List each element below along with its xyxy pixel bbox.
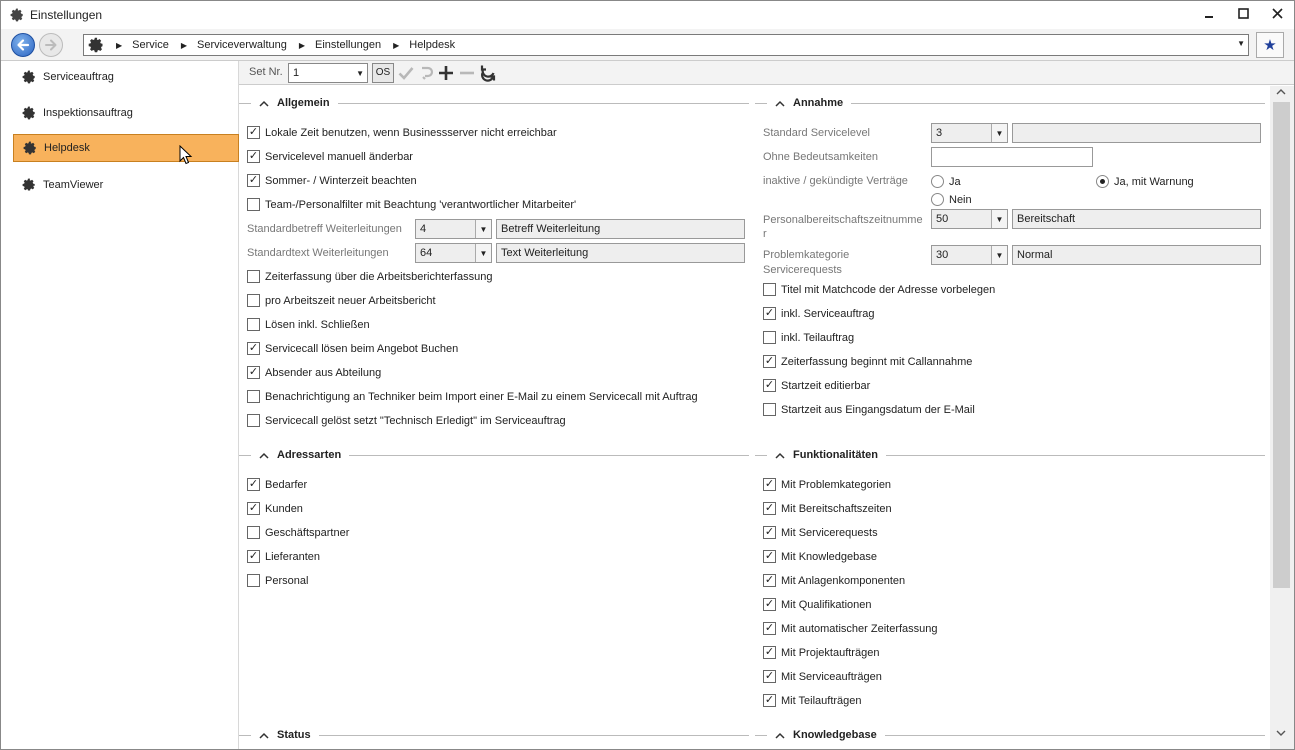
checkbox-box[interactable]: [247, 270, 260, 283]
breadcrumb-item-service[interactable]: Service: [132, 39, 169, 51]
problemkategorie-label-cont: Servicerequests: [763, 264, 842, 276]
checkbox-box[interactable]: ✓: [248, 550, 259, 562]
checkbox-label: pro Arbeitszeit neuer Arbeitsbericht: [265, 294, 436, 307]
checkbox-label: Absender aus Abteilung: [265, 366, 382, 379]
checkbox-label: Servicelevel manuell änderbar: [265, 150, 413, 163]
checkbox-box[interactable]: ✓: [764, 694, 775, 706]
checkbox-label: Mit Knowledgebase: [781, 550, 878, 563]
checkbox-label: Mit Qualifikationen: [781, 598, 872, 611]
chevron-down-icon: ▼: [356, 69, 364, 78]
checkbox-box[interactable]: ✓: [248, 502, 259, 514]
checkbox-box[interactable]: ✓: [764, 646, 775, 658]
problemkategorie-text-value: Normal: [1017, 249, 1053, 261]
sidebar: [1, 61, 239, 749]
checkbox-box[interactable]: ✓: [764, 574, 775, 586]
personalbereitschaft-label-cont: r: [763, 228, 767, 240]
checkbox-box[interactable]: ✓: [248, 126, 259, 138]
checkbox-box[interactable]: [763, 331, 776, 344]
checkbox-qualifikationen[interactable]: [763, 598, 872, 611]
forward-button[interactable]: [39, 33, 63, 57]
checkbox-box[interactable]: ✓: [764, 355, 775, 367]
checkbox-geschaeftspartner[interactable]: [247, 526, 349, 539]
checkbox-label: Servicecall gelöst setzt "Technisch Erledigt" im Serviceauftrag: [265, 414, 566, 427]
chevron-down-icon: ▼: [475, 220, 491, 238]
section-title: Annahme: [793, 97, 844, 109]
os-button[interactable]: OS: [372, 63, 394, 83]
checkbox-startzeit-editierbar[interactable]: [763, 379, 870, 392]
checkbox-problemkategorien[interactable]: [763, 478, 891, 491]
betreff-weiterleitungen-text: [496, 219, 745, 239]
section-header-annahme[interactable]: [755, 96, 1265, 110]
vertraege-label: inaktive / gekündigte Verträge: [763, 175, 908, 187]
sidebar-item-helpdesk[interactable]: [13, 134, 239, 162]
checkbox-label: Mit Problemkategorien: [781, 478, 892, 491]
sidebar-item-label: Inspektionsauftrag: [43, 107, 133, 119]
standard-servicelevel-label: Standard Servicelevel: [763, 127, 871, 139]
problemkategorie-text: [1012, 245, 1261, 265]
checkbox-automatische-zeiterfassung[interactable]: [763, 622, 938, 635]
checkbox-teamfilter[interactable]: [247, 198, 576, 211]
section-title: Allgemein: [277, 97, 330, 109]
ohne-bedeutsamkeiten-input[interactable]: [931, 147, 1093, 167]
chevron-up-icon[interactable]: [259, 732, 271, 739]
text-value: 64: [420, 247, 433, 259]
checkbox-inkl-teilauftrag[interactable]: [763, 331, 854, 344]
gear-icon: [88, 37, 104, 53]
star-icon: ★: [1263, 37, 1277, 54]
checkbox-box[interactable]: [247, 414, 260, 427]
arrow-left-icon: [16, 38, 30, 52]
text-weiterleitungen-label: Standardtext Weiterleitungen: [247, 247, 389, 259]
checkbox-label: Mit automatischer Zeiterfassung: [781, 622, 938, 635]
checkbox-label: Mit Servicerequests: [781, 526, 878, 539]
checkbox-bereitschaftszeiten[interactable]: [763, 502, 892, 515]
breadcrumb-arrow-icon: ▶: [298, 40, 306, 50]
breadcrumb-item-helpdesk[interactable]: Helpdesk: [409, 39, 456, 51]
checkbox-label: Team-/Personalfilter mit Beachtung 'verantwortlicher Mitarbeiter': [265, 198, 577, 211]
close-button[interactable]: [1260, 1, 1294, 25]
chevron-down-icon: ▼: [991, 246, 1007, 264]
betreff-value: 4: [420, 223, 427, 235]
text-text: Text Weiterleitung: [501, 247, 589, 259]
section-header-knowledgebase[interactable]: [755, 728, 1265, 742]
checkbox-box[interactable]: ✓: [248, 150, 259, 162]
back-button[interactable]: [11, 33, 35, 57]
chevron-up-icon[interactable]: [259, 100, 271, 107]
chevron-down-icon: ▼: [991, 124, 1007, 142]
checkbox-box[interactable]: [247, 390, 260, 403]
section-header-allgemein[interactable]: [239, 96, 749, 110]
checkbox-box[interactable]: ✓: [764, 550, 775, 562]
gear-icon: [21, 177, 37, 193]
breadcrumb-arrow-icon: ▶: [180, 40, 187, 50]
chevron-down-icon: ▼: [475, 244, 491, 262]
checkbox-label: Startzeit aus Eingangsdatum der E-Mail: [781, 403, 975, 416]
checkbox-label: Zeiterfassung über die Arbeitsberichterfassung: [265, 270, 493, 283]
checkbox-box[interactable]: ✓: [764, 670, 775, 682]
checkbox-label: Bedarfer: [265, 478, 308, 491]
checkbox-personal[interactable]: [247, 574, 308, 587]
favorite-star-button[interactable]: [1256, 32, 1284, 58]
checkbox-box[interactable]: [763, 283, 776, 296]
checkbox-zeiterfassung[interactable]: [247, 270, 492, 283]
checkbox-label: Sommer- / Winterzeit beachten: [265, 174, 417, 187]
sidebar-item-label: Helpdesk: [44, 142, 90, 154]
standard-servicelevel-text: [1012, 123, 1261, 143]
checkbox-kunden[interactable]: [247, 502, 303, 515]
toolbar: [239, 61, 1294, 85]
checkbox-benachrichtigung[interactable]: [247, 390, 698, 403]
text-weiterleitungen-select[interactable]: [415, 243, 492, 263]
standard-servicelevel-select[interactable]: [931, 123, 1008, 143]
checkbox-bedarfer[interactable]: [247, 478, 307, 491]
checkbox-label: Lösen inkl. Schließen: [265, 318, 370, 331]
minimize-button[interactable]: [1192, 1, 1226, 25]
checkbox-box[interactable]: ✓: [764, 622, 775, 634]
checkbox-label: Titel mit Matchcode der Adresse vorbelegen: [781, 283, 996, 296]
add-icon[interactable]: [436, 63, 456, 83]
section-header-status[interactable]: [239, 728, 749, 742]
checkbox-box[interactable]: ✓: [764, 598, 775, 610]
checkbox-box[interactable]: ✓: [248, 366, 259, 378]
personalbereitschaft-label: Personalbereitschaftszeitnumme: [763, 214, 923, 226]
problemkategorie-select[interactable]: [931, 245, 1008, 265]
chevron-up-icon[interactable]: [775, 732, 787, 739]
text-weiterleitungen-text: [496, 243, 745, 263]
checkbox-box[interactable]: ✓: [764, 526, 775, 538]
checkbox-label: Kunden: [265, 502, 303, 515]
checkbox-box[interactable]: ✓: [248, 478, 259, 490]
section-title: Funktionalitäten: [793, 449, 878, 461]
section-title: Knowledgebase: [793, 729, 877, 741]
checkbox-box[interactable]: ✓: [764, 502, 775, 514]
gear-icon: [21, 105, 37, 121]
checkbox-label: Mit Serviceaufträgen: [781, 670, 882, 683]
checkbox-box[interactable]: [247, 318, 260, 331]
gear-icon: [21, 69, 37, 85]
checkbox-projektauftraege[interactable]: [763, 646, 879, 659]
vertical-scrollbar[interactable]: [1270, 86, 1294, 749]
window-title: Einstellungen: [30, 8, 103, 22]
checkbox-box[interactable]: [247, 526, 260, 539]
set-number-label: Set Nr.: [249, 66, 283, 78]
section-header-funktionalitaeten[interactable]: [755, 448, 1265, 462]
checkbox-label: Personal: [265, 574, 309, 587]
checkbox-box[interactable]: [763, 403, 776, 416]
settings-content: [239, 86, 1269, 749]
chevron-up-icon[interactable]: [259, 452, 271, 459]
checkbox-zeiterfassung-callannahme[interactable]: [763, 355, 972, 368]
betreff-weiterleitungen-select[interactable]: [415, 219, 492, 239]
checkbox-label: Mit Teilaufträgen: [781, 694, 862, 707]
checkmark-icon[interactable]: [396, 63, 416, 83]
checkbox-label: Lieferanten: [265, 550, 321, 563]
radio-nein[interactable]: [931, 193, 972, 206]
servicelevel-value: 3: [936, 127, 943, 139]
chevron-up-icon[interactable]: [775, 100, 787, 107]
radio-circle[interactable]: [1096, 175, 1109, 188]
checkbox-titel-matchcode[interactable]: [763, 283, 995, 296]
checkbox-lieferanten[interactable]: [247, 550, 320, 563]
personalbereitschaft-text-value: Bereitschaft: [1017, 213, 1076, 225]
set-number-select[interactable]: [288, 63, 368, 83]
checkbox-teilauftraege[interactable]: [763, 694, 862, 707]
checkbox-label: Geschäftspartner: [265, 526, 350, 539]
radio-label: Ja, mit Warnung: [1114, 175, 1194, 188]
sidebar-item-label: TeamViewer: [43, 179, 104, 191]
personalbereitschaft-select[interactable]: [931, 209, 1008, 229]
navigation-bar: [1, 29, 1294, 61]
remove-icon[interactable]: [457, 63, 477, 83]
radio-ja-mit-warnung[interactable]: [1096, 175, 1194, 188]
breadcrumb-arrow-icon: ▶: [393, 40, 400, 50]
problemkategorie-value: 30: [936, 249, 949, 261]
checkbox-inkl-serviceauftrag[interactable]: [763, 307, 875, 320]
gear-icon: [22, 140, 38, 156]
checkbox-servicecall-angebot[interactable]: [247, 342, 458, 355]
checkbox-arbeitszeit[interactable]: [247, 294, 436, 307]
problemkategorie-label: Problemkategorie: [763, 249, 850, 261]
checkbox-box[interactable]: ✓: [248, 342, 259, 354]
sidebar-item-inspektionsauftrag[interactable]: [13, 99, 239, 127]
checkbox-box[interactable]: [247, 294, 260, 307]
undo-icon[interactable]: [416, 63, 436, 83]
checkbox-box[interactable]: [247, 574, 260, 587]
radio-ja[interactable]: [931, 175, 961, 188]
scroll-up-icon[interactable]: [1274, 88, 1288, 100]
chevron-up-icon[interactable]: [775, 452, 787, 459]
checkbox-label: Mit Bereitschaftszeiten: [781, 502, 892, 515]
checkbox-anlagenkomponenten[interactable]: [763, 574, 905, 587]
checkbox-label: Mit Anlagenkomponenten: [781, 574, 906, 587]
checkbox-technisch-erledigt[interactable]: [247, 414, 566, 427]
checkbox-label: Mit Projektaufträgen: [781, 646, 880, 659]
checkbox-box[interactable]: ✓: [764, 307, 775, 319]
checkbox-startzeit-eingang[interactable]: [763, 403, 975, 416]
radio-circle[interactable]: [931, 175, 944, 188]
section-title: Status: [277, 729, 311, 741]
scroll-down-icon[interactable]: [1274, 730, 1288, 742]
checkbox-loesen[interactable]: [247, 318, 370, 331]
radio-label: Ja: [949, 175, 961, 188]
sidebar-item-teamviewer[interactable]: [13, 171, 239, 199]
checkbox-box[interactable]: ✓: [248, 174, 259, 186]
checkbox-label: Lokale Zeit benutzen, wenn Businessserver nicht erreichbar: [265, 126, 557, 139]
scrollbar-thumb[interactable]: [1273, 102, 1290, 588]
checkbox-box[interactable]: ✓: [764, 379, 775, 391]
arrow-right-icon: [44, 38, 58, 52]
set-number-value: 1: [293, 67, 300, 79]
betreff-text: Betreff Weiterleitung: [501, 223, 601, 235]
mouse-cursor-icon: [179, 145, 193, 168]
radio-circle[interactable]: [931, 193, 944, 206]
checkbox-label: Zeiterfassung beginnt mit Callannahme: [781, 355, 973, 368]
section-title: Adressarten: [277, 449, 342, 461]
maximize-button[interactable]: [1226, 1, 1260, 25]
checkbox-label: Startzeit editierbar: [781, 379, 871, 392]
checkbox-serviceauftraege[interactable]: [763, 670, 882, 683]
gear-icon: [10, 8, 24, 22]
breadcrumb-item-serviceverwaltung[interactable]: Serviceverwaltung: [197, 39, 287, 51]
checkbox-knowledgebase[interactable]: [763, 550, 877, 563]
chevron-down-icon: ▼: [991, 210, 1007, 228]
checkbox-label: inkl. Serviceauftrag: [781, 307, 875, 320]
checkbox-lokale-zeit[interactable]: [247, 126, 557, 139]
refresh-icon[interactable]: [478, 63, 498, 83]
checkbox-label: Servicecall lösen beim Angebot Buchen: [265, 342, 459, 355]
personalbereitschaft-value: 50: [936, 213, 949, 225]
breadcrumb-arrow-icon: ▶: [116, 40, 123, 50]
ohne-bedeutsamkeiten-label: Ohne Bedeutsamkeiten: [763, 151, 878, 163]
title-bar: [1, 1, 1294, 29]
checkbox-absender[interactable]: [247, 366, 381, 379]
breadcrumb[interactable]: [83, 34, 1249, 56]
section-header-adressarten[interactable]: [239, 448, 749, 462]
checkbox-sommerzeit[interactable]: [247, 174, 417, 187]
sidebar-item-label: Serviceauftrag: [43, 71, 114, 83]
personalbereitschaft-text: [1012, 209, 1261, 229]
chevron-down-icon[interactable]: ▼: [1237, 39, 1245, 48]
checkbox-label: Benachrichtigung an Techniker beim Import einer E-Mail zu einem Servicecall mit Auftrag: [265, 390, 698, 403]
sidebar-item-serviceauftrag[interactable]: [13, 63, 239, 91]
radio-label: Nein: [949, 193, 972, 206]
checkbox-label: inkl. Teilauftrag: [781, 331, 855, 344]
betreff-weiterleitungen-label: Standardbetreff Weiterleitungen: [247, 223, 402, 235]
checkbox-servicelevel-manuell[interactable]: [247, 150, 413, 163]
checkbox-servicerequests[interactable]: [763, 526, 878, 539]
breadcrumb-item-einstellungen[interactable]: Einstellungen: [315, 39, 382, 51]
checkbox-box[interactable]: [247, 198, 260, 211]
checkbox-box[interactable]: ✓: [764, 478, 775, 490]
